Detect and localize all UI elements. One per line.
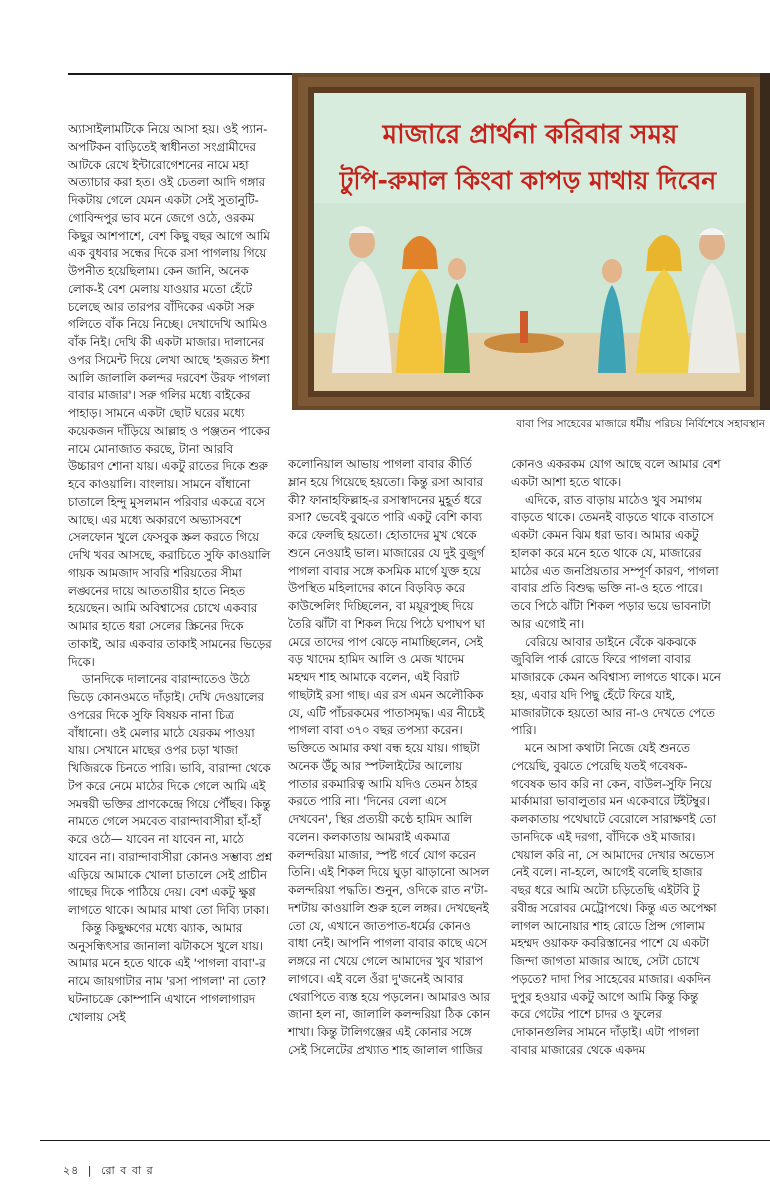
column3-paragraph: মনে আসা কথাটা নিজে যেই শুনতে পেয়েছি, বুঝতে পেরেছি যতই গবেষক-গবেষক ভাব করি না কেন, বাউল-সুফি নিয়ে মার্কামারা ভাবালুতার মন একেবারে টইটম্বুর। কলকাতায় পথেঘাটে বেরোলে সারাক্ষণই তো ডানদিকে এই দরগা, বাঁদিকে ওই মাজার। খেয়াল করি না, সে আমাদের দেখার অভ্যেস নেই বলে। না-হলে, আগেই বলেছি হাজার বছর ধরে আমি অটো চড়িতেছি এইটবি টু রবীন্দ্র সরোবর মেট্রোপথে। কিন্তু এত অপেক্ষা লাগল আনোয়ার শাহ রোডে প্রিন্স গোলাম মহম্মদ ওয়াকফ কবরিস্তানের পাশে যে একটা জিন্দা জাগতা মাজার আছে, সেটা চোখে পড়তে? দাদা পির সাহেবের মাজার। একদিন দুপুর হওয়ার একটু আগে আমি কিন্তু কিন্তু করে গেটের পাশে চাদর ও ফুলের দোকানগুলির সামনে দাঁড়াই। এটা পাগলা বাবার মাজারের থেকে একদম: [511, 741, 717, 1057]
photo-caption: বাবা পির সাহেবের মাজারে ধর্মীয় পরিচয় নির্বিশেষে সহাবস্থান: [516, 418, 765, 430]
bottom-rule: [40, 1140, 770, 1141]
article-column-1: [68, 121, 272, 1026]
page-footer: [63, 1162, 154, 1181]
footer-separator: |: [87, 1164, 93, 1177]
page-number: ২৪: [63, 1164, 80, 1177]
article-column-2: [288, 456, 492, 1060]
column1-paragraph: অ্যাসাইলামটিকে নিয়ে আসা হয়। ওই প্যান-অপটিকন বাড়িতেই স্বাধীনতা সংগ্রামীদের আটকে রেখে ইন্টারোগেশনের নামে মহা অত্যাচার করা হত। ওই চেতলা আদি গঙ্গার দিকটায় গেলে যেমন একটা সেই সুতানুটি-গোবিন্দপুর ভাব মনে জেগে ওঠে, ওরকম কিছুর আশপাশে, বেশ কিছু বছর আগে আমি এক বুধবার সন্ধের দিকে রসা পাগলায় গিয়ে উপনীত হয়েছিলাম। কেন জানি, অনেক লোক-ই বেশ মেলায় যাওয়ার মতো হেঁটে চলেছে আর তারপর বাঁদিকের একটা সরু গলিতে বাঁক নিয়ে নিচ্ছে। দেখাদেখি আমিও বাঁক নিই। দেখি কী একটা মাজার। দালানের ওপর সিমেন্ট দিয়ে লেখা আছে 'হজরত ঈশা আলি জালালি কলন্দর দরবেশ উরফ পাগলা বাবার মাজার'। সরু গলির মধ্যে বাইকের পাহাড়। সামনে একটা ছোট ঘরের মধ্যে কয়েকজন দাঁড়িয়ে আল্লাহ ও পঞ্জতন পাকের নামে মোনাজাত করছে, টানা আরবি উচ্চারণ শোনা যায়। একটু রাতের দিকে শুরু হবে কাওয়ালি। বাংলায়। সামনে বাঁধানো চাতালে হিন্দু মুসলমান পরিবার একত্রে বসে আছে। এর মধ্যে অকারণে অভ্যাসবশে সেলফোন খুলে ফেসবুক স্ক্রল করতে গিয়ে দেখি খবর আসছে, করাচিতে সুফি কাওয়ালি গায়ক আমজাদ সাবরি শরিয়তের সীমা লঙ্ঘনের দায়ে আততায়ীর হাতে নিহত হয়েছেন। আমি অবিশ্বাসের চোখে একবার আমার হাতে ধরা সেলের স্ক্রিনের দিকে তাকাই, আর একবার তাকাই সামনের ভিড়ের দিকে।: [68, 122, 272, 669]
sign-line-2: টুপি-রুমাল কিংবা কাপড় মাথায় দিবেন: [339, 166, 717, 195]
article-column-3: [511, 456, 721, 1060]
sign-line-1: মাজারে প্রার্থনা করিবার সময়: [382, 120, 678, 150]
framed-painting-image: [292, 73, 770, 410]
top-rule: [68, 73, 292, 75]
column3-paragraph: বেরিয়ে আবার ডাইনে বেঁকে ঝকঝকে জুবিলি পার্ক রোডে ফিরে পাগলা বাবার মাজারকে কেমন অবিশ্বাস্য লাগতে থাকে। মনে হয়, এবার যদি পিছু হেঁটে ফিরে যাই, মাজারটাকে হয়তো আর না-ও দেখতে পেতে পারি।: [511, 634, 721, 738]
column1-paragraph: ডানদিকে দালানের বারান্দাতেও উঠে ভিড়ে কোনওমতে দাঁড়াই। দেখি দেওয়ালের ওপরের দিকে সুফি বিষয়ক নানা চিত্র বাঁধানো। ওই মেলার মাঠে যেরকম পাওয়া যায়। সেখানে মাছের ওপর চড়া খাজা খিজিরকে চিনতে পারি। ভাবি, বারান্দা থেকে টপ করে নেমে মাঠের দিকে গেলে আমি এই সমন্বয়ী ভক্তির প্রাণকেন্দ্রে গিয়ে পৌঁছব। কিন্তু নামতে গেলে সমবেত বারান্দাবাসীরা হাঁ-হাঁ করে ওঠে— যাবেন না যাবেন না, মাঠে যাবেন না। বারান্দাবাসীরা কোনও সম্ভাব্য প্রশ্ন এড়িয়ে আমাকে খোলা চাতালে সেই প্রাচীন গাছের দিকে পাঠিয়ে দেয়। বেশ একটু ক্ষুণ্ণ লাগতে থাকে। আমার মাথা তো দিব্যি ঢাকা।: [68, 672, 273, 917]
article-photo: [292, 73, 770, 410]
column3-paragraph: এদিকে, রাত বাড়ায় মাঠেও খুব সমাগম বাড়তে থাকে। তেমনই বাড়তে থাকে বাতাসে একটা কেমন ঝিম ধরা ভাব। আমার একটু হালকা করে মনে হতে থাকে যে, মাজারের মাঠের এত জনপ্রিয়তার সম্পূর্ণ কারণ, পাগলা বাবার প্রতি বিশুদ্ধ ভক্তি না-ও হতে পারে। তবে পিঠে ঝাঁটা শিকল পড়ার ভয়ে ভাবনাটা আর এগোই না।: [511, 492, 719, 631]
magazine-name: রো ব বা র: [101, 1164, 154, 1177]
column2-paragraph: কলোনিয়াল আভায় পাগলা বাবার কীর্তি ম্লান হয়ে গিয়েছে হয়তো। কিন্তু রসা আবার কী? ফানাহফিল্লাহ-র রসাস্বাদনের মুহূর্ত ধরে রসা? ভেবেই বুঝতে পারি একটু বেশি কাব্য করে ফেলছি হয়তো। হোতাদের মুখ থেকে শুনে নেওয়াই ভাল। মাজারের যে দুই বুজুর্গ পাগলা বাবার সঙ্গে কসমিক মার্গে যুক্ত হয়ে উপস্থিত মহিলাদের কানে বিড়বিড় করে কাউন্সেলিং দিচ্ছিলেন, বা ময়ূরপুচ্ছ দিয়ে তৈরি ঝাঁটা বা শিকল দিয়ে পিঠে ঘপাঘপ ঘা মেরে তাদের পাপ ঝেড়ে নামাচ্ছিলেন, সেই বড় খাদেম হামিদ আলি ও মেজ খাদেম মহম্মদ শাহ আমাকে বলেন, এই বিরাট গাছটাই রসা গাছ। এর রস এমন অলৌকিক যে, এটি পাঁচরকমের পাতাসমৃদ্ধ। এর নীচেই পাগলা বাবা ৩৭০ বছর তপস্যা করেন। ভক্তিতে আমার কথা বন্ধ হয়ে যায়। গাছটা অনেক উঁচু আর স্পটলাইটের আলোয় পাতার রকমারিত্ব আমি যদিও তেমন ঠাহর করতে পারি না। 'দিনের বেলা এসে দেখবেন', স্থির প্রত্যয়ী কণ্ঠে হামিদ আলি বলেন। কলকাতায় আমরাই একমাত্র কলন্দরিয়া মাজার, স্পষ্ট গর্বে যোগ করেন তিনি। এই শিকল দিয়ে ঘুড়া ঝাড়ানো আসল কলন্দরিয়া পদ্ধতি। শুনুন, ওদিকে রাত ন'টা-দশটায় কাওয়ালি শুরু হলে লঙ্গর। দেখছেনই তো যে, এখানে জাতপাত-ধর্মের কোনও বাধা নেই। আপনি পাগলা বাবার কাছে এসে লঙ্গরে না খেয়ে গেলে আমাদের খুব খারাপ লাগবে। এই বলে ওঁরা দু'জনেই আবার থেরাপিতে ব্যস্ত হয়ে পড়লেন। আমারও আর জানা হল না, জালালি কলন্দরিয়া ঠিক কোন শাখা। কিন্তু টালিগঞ্জের এই কোনার সঙ্গে সেই সিলেটের প্রখ্যাত শাহ জালাল গাজির: [288, 457, 491, 1057]
column3-paragraph: কোনও একরকম যোগ আছে বলে আমার বেশ একটা আশা হতে থাকে।: [511, 457, 721, 489]
column1-paragraph: কিন্তু কিছুক্ষণের মধ্যে ঝ্যাক, আমার অনুসন্ধিৎসার জানালা ঝটাকসে খুলে যায়। আমার মনে হতে থাকে এই 'পাগলা বাবা'-র নামে জায়গাটার নাম 'রসা পাগলা' না তো? ঘটনাচক্রে কোম্পানি এখানে পাগলাগারদ খোলায় সেই: [68, 920, 267, 1024]
